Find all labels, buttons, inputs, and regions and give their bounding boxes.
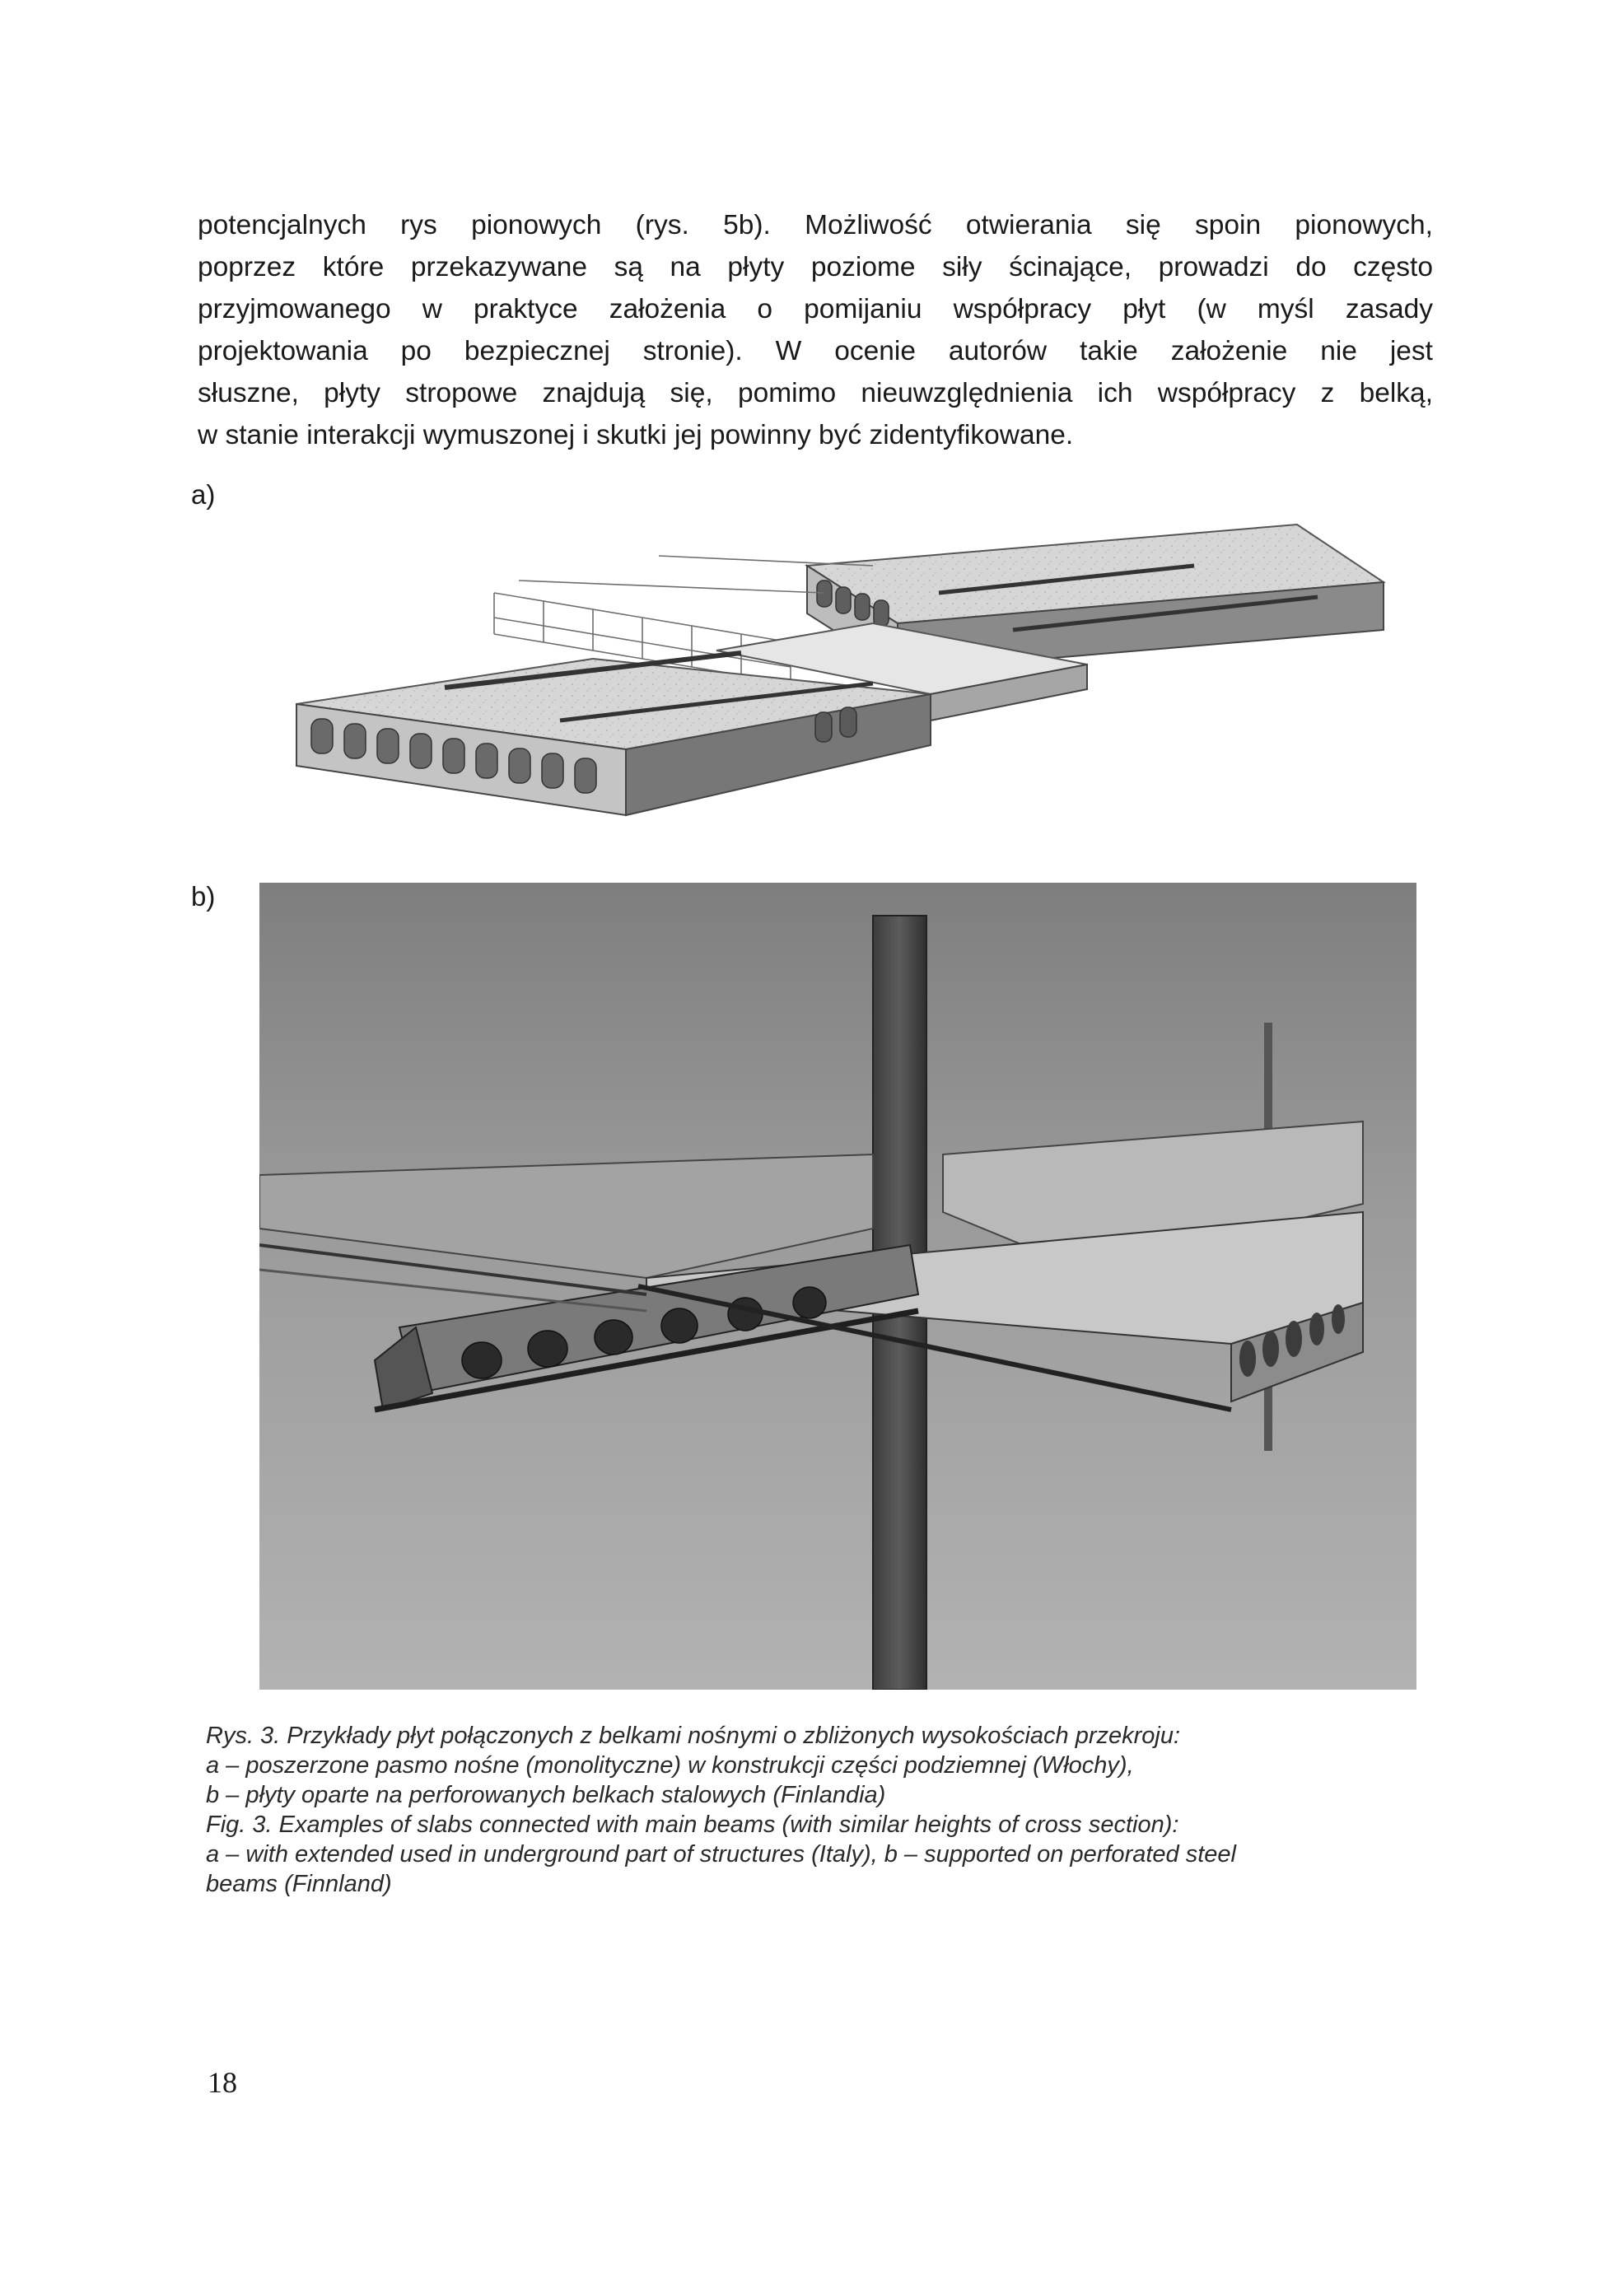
caption-line: beams (Finnland) xyxy=(206,1871,392,1897)
figure-a-label: a) xyxy=(191,479,216,510)
figure-a-slab-illustration xyxy=(247,473,1400,856)
body-paragraph xyxy=(198,204,1433,456)
figure-b-perforated-beam-illustration xyxy=(259,883,1416,1690)
page-number: 18 xyxy=(208,2066,237,2099)
figure-b-label: b) xyxy=(191,881,216,912)
caption-line: a – poszerzone pasmo nośne (monolityczne) w konstrukcji części podziemnej (Włochy), xyxy=(206,1752,1134,1779)
caption-line: a – with extended used in underground part of structures (Italy), b – supported on perforated steel xyxy=(206,1841,1236,1868)
paragraph-line: projektowania po bezpiecznej stronie). W ocenie autorów takie założenie nie jest xyxy=(198,336,1433,366)
paragraph-line: słuszne, płyty stropowe znajdują się, pomimo nieuwzględnienia ich współpracy z belką, xyxy=(198,378,1433,408)
caption-line: Fig. 3. Examples of slabs connected with main beams (with similar heights of cross section): xyxy=(206,1812,1179,1838)
caption-line: Rys. 3. Przykłady płyt połączonych z belkami nośnymi o zbliżonych wysokościach przekroju: xyxy=(206,1723,1181,1749)
figure-caption xyxy=(206,1721,1458,1899)
paragraph-line: przyjmowanego w praktyce założenia o pomijaniu współpracy płyt (w myśl zasady xyxy=(198,294,1433,324)
caption-line: b – płyty oparte na perforowanych belkach stalowych (Finlandia) xyxy=(206,1782,886,1808)
paragraph-line: potencjalnych rys pionowych (rys. 5b). Możliwość otwierania się spoin pionowych, xyxy=(198,210,1433,240)
paragraph-line: poprzez które przekazywane są na płyty poziome siły ścinające, prowadzi do często xyxy=(198,252,1433,282)
paragraph-line: w stanie interakcji wymuszonej i skutki jej powinny być zidentyfikowane. xyxy=(198,420,1074,450)
